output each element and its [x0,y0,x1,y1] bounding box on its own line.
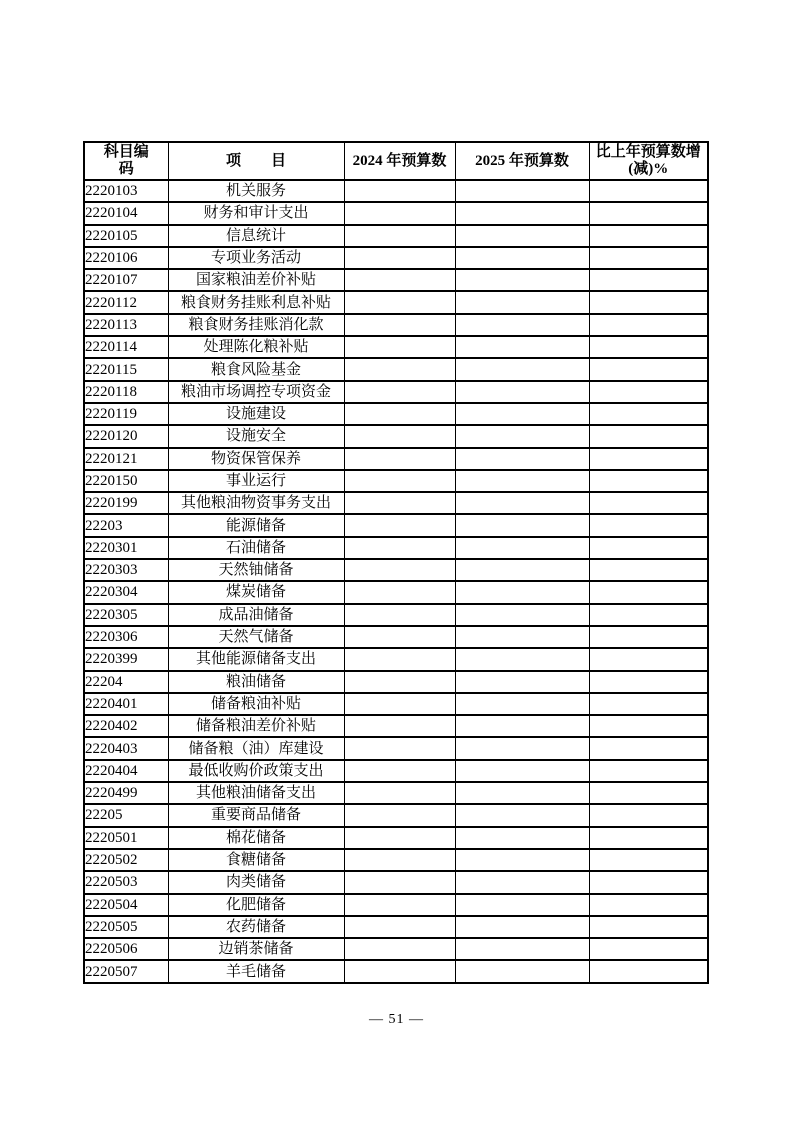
header-change-line2: (减)% [628,161,669,177]
change-percent-cell [589,671,708,693]
change-percent-cell [589,336,708,358]
budget-2025-cell [455,737,589,759]
budget-2025-cell [455,358,589,380]
table-row [84,760,708,782]
subject-code-cell: 2220118 [84,381,168,403]
budget-2024-cell [344,269,455,291]
item-name-cell: 国家粮油差价补贴 [168,269,344,291]
item-name-cell: 储备粮油补贴 [168,693,344,715]
subject-code-cell: 2220507 [84,960,168,982]
budget-2024-cell [344,804,455,826]
change-percent-cell [589,827,708,849]
budget-2024-cell [344,894,455,916]
change-percent-cell [589,269,708,291]
budget-2024-cell [344,448,455,470]
header-budget-2025: 2025 年预算数 [455,142,589,180]
change-percent-cell [589,358,708,380]
table-row [84,514,708,536]
budget-2025-cell [455,247,589,269]
budget-2024-cell [344,403,455,425]
subject-code-cell: 2220504 [84,894,168,916]
budget-2025-cell [455,581,589,603]
subject-code-cell: 2220499 [84,782,168,804]
item-name-cell: 棉花储备 [168,827,344,849]
subject-code-cell: 2220303 [84,559,168,581]
budget-2025-cell [455,314,589,336]
budget-2024-cell [344,604,455,626]
change-percent-cell [589,849,708,871]
header-row [84,142,708,180]
budget-2025-cell [455,291,589,313]
subject-code-cell: 2220505 [84,916,168,938]
header-budget-2024: 2024 年预算数 [344,142,455,180]
table-row [84,559,708,581]
budget-2024-cell [344,559,455,581]
change-percent-cell [589,581,708,603]
subject-code-cell: 2220503 [84,871,168,893]
budget-2025-cell [455,693,589,715]
budget-2025-cell [455,180,589,202]
budget-2025-cell [455,782,589,804]
table-row [84,470,708,492]
subject-code-cell: 2220399 [84,648,168,670]
subject-code-cell: 2220121 [84,448,168,470]
item-name-cell: 其他粮油物资事务支出 [168,492,344,514]
budget-2025-cell [455,626,589,648]
table-row [84,336,708,358]
table-row [84,225,708,247]
change-percent-cell [589,960,708,982]
change-percent-cell [589,314,708,336]
budget-2025-cell [455,938,589,960]
table-row [84,648,708,670]
change-percent-cell [589,448,708,470]
subject-code-cell: 2220306 [84,626,168,648]
change-percent-cell [589,291,708,313]
header-item: 项 目 [168,142,344,180]
subject-code-cell: 2220403 [84,737,168,759]
table-row [84,448,708,470]
table-row [84,916,708,938]
subject-code-cell: 2220107 [84,269,168,291]
table-row [84,381,708,403]
budget-2025-cell [455,849,589,871]
budget-2025-cell [455,336,589,358]
table-row [84,358,708,380]
budget-2025-cell [455,604,589,626]
change-percent-cell [589,693,708,715]
budget-2025-cell [455,225,589,247]
item-name-cell: 粮油市场调控专项资金 [168,381,344,403]
table-row [84,737,708,759]
subject-code-cell: 2220106 [84,247,168,269]
table-row [84,537,708,559]
subject-code-cell: 2220103 [84,180,168,202]
table-row [84,247,708,269]
budget-2024-cell [344,425,455,447]
budget-2025-cell [455,827,589,849]
subject-code-cell: 2220301 [84,537,168,559]
change-percent-cell [589,894,708,916]
budget-2025-cell [455,648,589,670]
header-subject-code-line2: 码 [118,161,134,177]
budget-2024-cell [344,336,455,358]
item-name-cell: 物资保管保养 [168,448,344,470]
budget-2025-cell [455,269,589,291]
budget-2024-cell [344,470,455,492]
budget-2024-cell [344,626,455,648]
subject-code-cell: 2220506 [84,938,168,960]
header-change-percent [589,142,708,180]
subject-code-cell: 2220502 [84,849,168,871]
budget-2024-cell [344,960,455,982]
change-percent-cell [589,938,708,960]
budget-2025-cell [455,514,589,536]
budget-2024-cell [344,225,455,247]
subject-code-cell: 2220501 [84,827,168,849]
page-number: — 51 — [369,1012,424,1027]
change-percent-cell [589,492,708,514]
subject-code-cell: 2220120 [84,425,168,447]
item-name-cell: 边销茶储备 [168,938,344,960]
budget-2024-cell [344,291,455,313]
budget-2024-cell [344,916,455,938]
table-header [84,142,708,180]
budget-2025-cell [455,960,589,982]
change-percent-cell [589,916,708,938]
change-percent-cell [589,715,708,737]
item-name-cell: 农药储备 [168,916,344,938]
budget-2025-cell [455,804,589,826]
item-name-cell: 化肥储备 [168,894,344,916]
budget-2024-cell [344,202,455,224]
item-name-cell: 石油储备 [168,537,344,559]
table-row [84,180,708,202]
subject-code-cell: 2220199 [84,492,168,514]
budget-2024-cell [344,358,455,380]
budget-2024-cell [344,782,455,804]
budget-2024-cell [344,537,455,559]
item-name-cell: 最低收购价政策支出 [168,760,344,782]
item-name-cell: 粮食财务挂账利息补贴 [168,291,344,313]
table-row [84,626,708,648]
item-name-cell: 成品油储备 [168,604,344,626]
budget-2024-cell [344,514,455,536]
item-name-cell: 天然气储备 [168,626,344,648]
budget-2025-cell [455,760,589,782]
item-name-cell: 设施安全 [168,425,344,447]
budget-2024-cell [344,492,455,514]
subject-code-cell: 2220150 [84,470,168,492]
table-row [84,202,708,224]
budget-2025-cell [455,492,589,514]
item-name-cell: 其他粮油储备支出 [168,782,344,804]
subject-code-cell: 2220305 [84,604,168,626]
change-percent-cell [589,202,708,224]
table-row [84,715,708,737]
budget-2024-cell [344,737,455,759]
table-row [84,269,708,291]
item-name-cell: 储备粮（油）库建设 [168,737,344,759]
budget-2025-cell [455,403,589,425]
budget-2024-cell [344,693,455,715]
table-row [84,314,708,336]
budget-2025-cell [455,202,589,224]
item-name-cell: 专项业务活动 [168,247,344,269]
subject-code-cell: 2220105 [84,225,168,247]
subject-code-cell: 2220112 [84,291,168,313]
subject-code-cell: 2220119 [84,403,168,425]
change-percent-cell [589,403,708,425]
item-name-cell: 羊毛储备 [168,960,344,982]
item-name-cell: 粮食风险基金 [168,358,344,380]
change-percent-cell [589,180,708,202]
item-name-cell: 储备粮油差价补贴 [168,715,344,737]
item-name-cell: 能源储备 [168,514,344,536]
subject-code-cell: 2220114 [84,336,168,358]
item-name-cell: 煤炭储备 [168,581,344,603]
table-row [84,804,708,826]
item-name-cell: 食糖储备 [168,849,344,871]
change-percent-cell [589,247,708,269]
change-percent-cell [589,626,708,648]
subject-code-cell: 2220113 [84,314,168,336]
table-row [84,291,708,313]
table-row [84,960,708,982]
subject-code-cell: 22205 [84,804,168,826]
item-name-cell: 粮食财务挂账消化款 [168,314,344,336]
change-percent-cell [589,737,708,759]
table-row [84,693,708,715]
budget-2025-cell [455,425,589,447]
item-name-cell: 天然铀储备 [168,559,344,581]
item-name-cell: 粮油储备 [168,671,344,693]
budget-2024-cell [344,648,455,670]
change-percent-cell [589,381,708,403]
table-row [84,871,708,893]
budget-2024-cell [344,849,455,871]
item-name-cell: 肉类储备 [168,871,344,893]
budget-2024-cell [344,247,455,269]
item-name-cell: 信息统计 [168,225,344,247]
budget-2025-cell [455,448,589,470]
table-row [84,403,708,425]
subject-code-cell: 2220401 [84,693,168,715]
header-change-line1: 比上年预算数增 [595,144,701,160]
subject-code-cell: 2220402 [84,715,168,737]
item-name-cell: 机关服务 [168,180,344,202]
budget-table [83,141,709,984]
table-row [84,671,708,693]
budget-2024-cell [344,827,455,849]
change-percent-cell [589,804,708,826]
change-percent-cell [589,470,708,492]
change-percent-cell [589,648,708,670]
item-name-cell: 重要商品储备 [168,804,344,826]
budget-2024-cell [344,715,455,737]
budget-2025-cell [455,559,589,581]
header-subject-code-line1: 科目编 [103,144,149,160]
budget-2024-cell [344,671,455,693]
subject-code-cell: 22203 [84,514,168,536]
change-percent-cell [589,225,708,247]
budget-2024-cell [344,381,455,403]
subject-code-cell: 22204 [84,671,168,693]
budget-2024-cell [344,180,455,202]
header-subject-code [84,142,168,180]
budget-2024-cell [344,314,455,336]
budget-2025-cell [455,381,589,403]
table-row [84,849,708,871]
table-row [84,425,708,447]
change-percent-cell [589,425,708,447]
table-body [84,180,708,983]
item-name-cell: 财务和审计支出 [168,202,344,224]
item-name-cell: 处理陈化粮补贴 [168,336,344,358]
table-row [84,827,708,849]
subject-code-cell: 2220304 [84,581,168,603]
table-row [84,938,708,960]
budget-2024-cell [344,581,455,603]
budget-2025-cell [455,715,589,737]
change-percent-cell [589,871,708,893]
table-row [84,492,708,514]
table-row [84,604,708,626]
budget-2024-cell [344,938,455,960]
item-name-cell: 设施建设 [168,403,344,425]
change-percent-cell [589,559,708,581]
change-percent-cell [589,760,708,782]
budget-2025-cell [455,894,589,916]
change-percent-cell [589,604,708,626]
change-percent-cell [589,782,708,804]
budget-2024-cell [344,760,455,782]
subject-code-cell: 2220104 [84,202,168,224]
budget-2025-cell [455,671,589,693]
budget-2025-cell [455,916,589,938]
subject-code-cell: 2220115 [84,358,168,380]
budget-2024-cell [344,871,455,893]
subject-code-cell: 2220404 [84,760,168,782]
table-row [84,894,708,916]
budget-2025-cell [455,470,589,492]
table-row [84,782,708,804]
table-row [84,581,708,603]
change-percent-cell [589,514,708,536]
budget-2025-cell [455,871,589,893]
budget-2025-cell [455,537,589,559]
item-name-cell: 事业运行 [168,470,344,492]
change-percent-cell [589,537,708,559]
item-name-cell: 其他能源储备支出 [168,648,344,670]
